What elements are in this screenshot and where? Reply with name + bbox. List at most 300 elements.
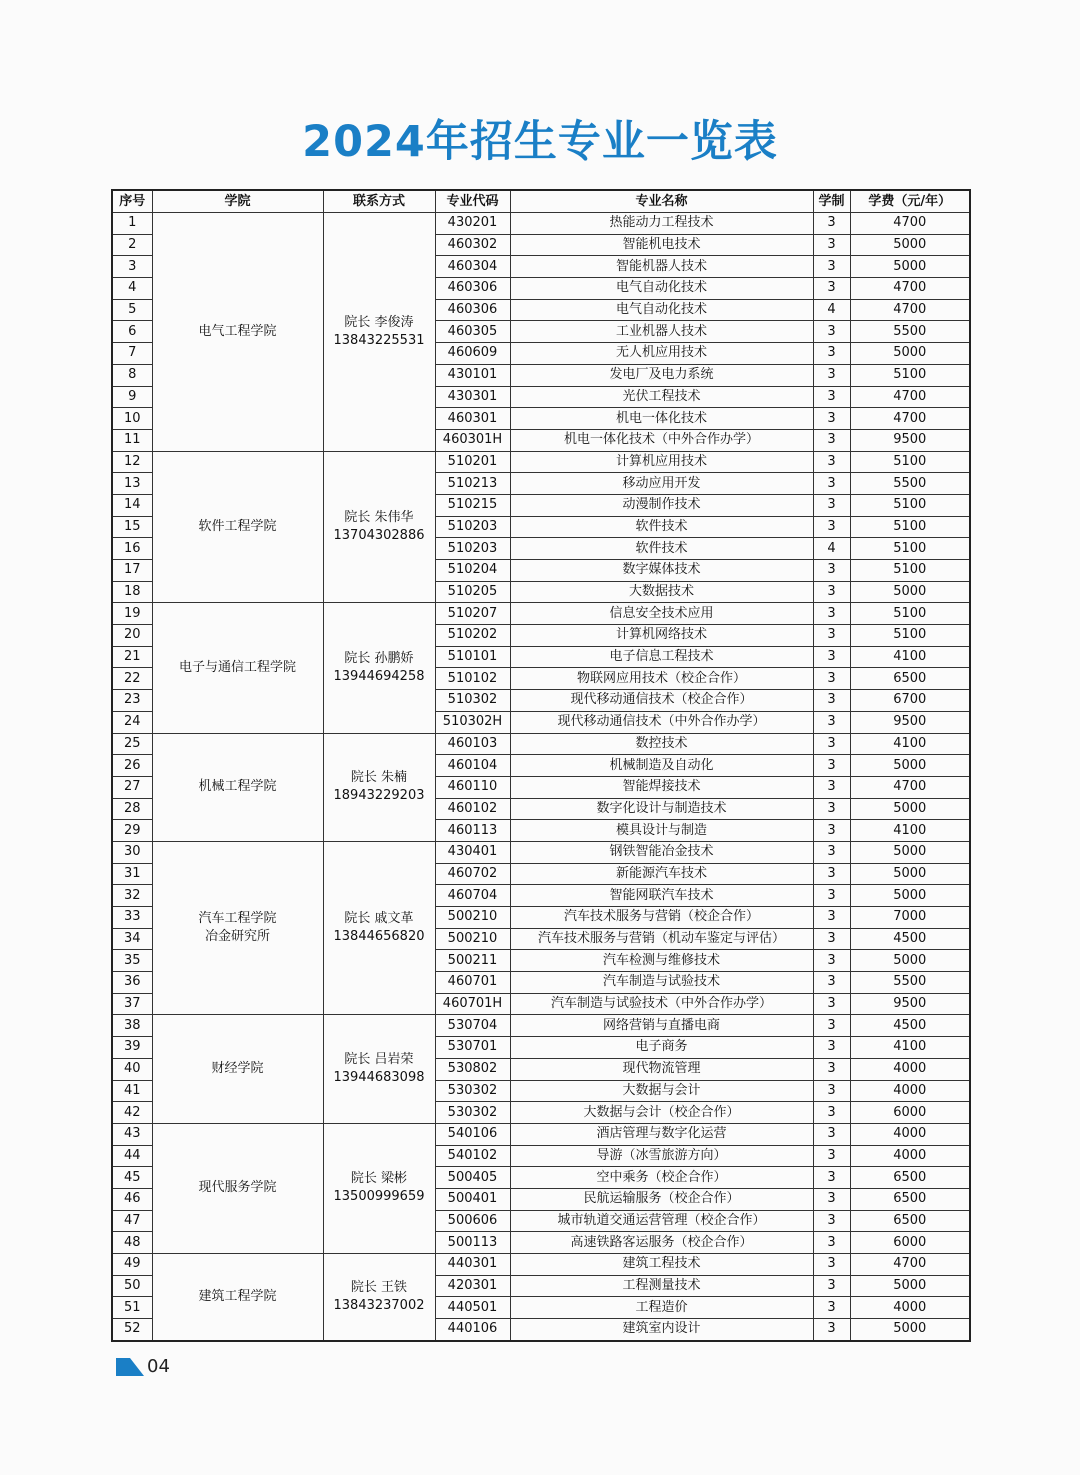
row-number-cell: 30 [112,841,152,863]
major-name-cell: 电气自动化技术 [510,299,813,321]
row-number-cell: 10 [112,408,152,430]
years-cell: 3 [813,1080,850,1102]
major-name-cell: 电气自动化技术 [510,278,813,300]
major-name-cell: 城市轨道交通运营管理（校企合作） [510,1210,813,1232]
major-name-cell: 新能源汽车技术 [510,863,813,885]
row-number-cell: 24 [112,711,152,733]
years-cell: 3 [813,560,850,582]
fee-cell: 5000 [850,343,970,365]
row-number-cell: 9 [112,386,152,408]
col-header-code: 专业代码 [435,190,510,213]
major-code-cell: 420301 [435,1275,510,1297]
fee-cell: 9500 [850,429,970,451]
fee-cell: 5500 [850,972,970,994]
major-name-cell: 动漫制作技术 [510,494,813,516]
fee-cell: 4000 [850,1123,970,1145]
row-number-cell: 33 [112,907,152,929]
row-number-cell: 6 [112,321,152,343]
college-name: 现代服务学院 [198,1180,277,1196]
contact-title: 院长 李俊涛 [344,314,414,330]
major-name-cell: 汽车制造与试验技术 [510,972,813,994]
row-number-cell: 43 [112,1123,152,1145]
row-number-cell: 23 [112,690,152,712]
contact-title: 院长 吕岩荣 [344,1052,414,1068]
contact-title: 院长 王铁 [350,1279,408,1295]
college-cell [152,1123,323,1253]
contact-phone: 13843237002 [333,1297,425,1313]
major-name-cell: 计算机网络技术 [510,625,813,647]
fee-cell: 6500 [850,668,970,690]
contact-cell [323,451,435,603]
row-number-cell: 37 [112,993,152,1015]
row-number-cell: 14 [112,494,152,516]
table-row [112,1123,970,1145]
years-cell: 3 [813,820,850,842]
row-number-cell: 2 [112,234,152,256]
major-code-cell: 500113 [435,1232,510,1254]
years-cell: 3 [813,603,850,625]
major-name-cell: 民航运输服务（校企合作） [510,1188,813,1210]
fee-cell: 5100 [850,494,970,516]
row-number-cell: 8 [112,364,152,386]
years-cell: 3 [813,278,850,300]
contact-title: 院长 朱伟华 [344,509,414,525]
years-cell: 3 [813,1297,850,1319]
table-header-row [112,190,970,213]
major-code-cell: 440301 [435,1254,510,1276]
major-name-cell: 智能焊接技术 [510,776,813,798]
years-cell: 3 [813,690,850,712]
major-name-cell: 汽车制造与试验技术（中外合作办学） [510,993,813,1015]
major-code-cell: 430401 [435,841,510,863]
row-number-cell: 13 [112,473,152,495]
row-number-cell: 18 [112,581,152,603]
row-number-cell: 35 [112,950,152,972]
fee-cell: 6000 [850,1232,970,1254]
major-code-cell: 460701 [435,972,510,994]
major-name-cell: 建筑室内设计 [510,1319,813,1341]
row-number-cell: 34 [112,928,152,950]
row-number-cell: 40 [112,1058,152,1080]
major-name-cell: 大数据与会计 [510,1080,813,1102]
major-name-cell: 信息安全技术应用 [510,603,813,625]
years-cell: 3 [813,1167,850,1189]
row-number-cell: 47 [112,1210,152,1232]
years-cell: 3 [813,321,850,343]
major-name-cell: 数控技术 [510,733,813,755]
contact-title: 院长 孙鹏娇 [344,650,414,666]
page-title: 2024年招生专业一览表 [302,117,778,167]
fee-cell: 7000 [850,907,970,929]
major-name-cell: 模具设计与制造 [510,820,813,842]
page-corner-mark [116,1358,144,1376]
major-code-cell: 510203 [435,516,510,538]
row-number-cell: 21 [112,646,152,668]
row-number-cell: 36 [112,972,152,994]
fee-cell: 4700 [850,776,970,798]
fee-cell: 4100 [850,733,970,755]
years-cell: 3 [813,343,850,365]
years-cell: 3 [813,625,850,647]
row-number-cell: 29 [112,820,152,842]
major-code-cell: 460306 [435,299,510,321]
major-name-cell: 大数据技术 [510,581,813,603]
years-cell: 3 [813,451,850,473]
fee-cell: 9500 [850,993,970,1015]
major-code-cell: 460702 [435,863,510,885]
years-cell: 3 [813,1232,850,1254]
major-code-cell: 460305 [435,321,510,343]
fee-cell: 5000 [850,863,970,885]
major-name-cell: 现代物流管理 [510,1058,813,1080]
major-name-cell: 工程造价 [510,1297,813,1319]
fee-cell: 4000 [850,1297,970,1319]
fee-cell: 5500 [850,321,970,343]
years-cell: 3 [813,885,850,907]
years-cell: 3 [813,907,850,929]
major-name-cell: 导游（冰雪旅游方向） [510,1145,813,1167]
contact-phone: 13500999659 [333,1189,425,1205]
major-code-cell: 510101 [435,646,510,668]
years-cell: 3 [813,516,850,538]
college-cell [152,841,323,1015]
major-name-cell: 数字媒体技术 [510,560,813,582]
fee-cell: 5000 [850,256,970,278]
contact-cell [323,841,435,1015]
years-cell: 3 [813,1188,850,1210]
major-code-cell: 460104 [435,755,510,777]
row-number-cell: 20 [112,625,152,647]
major-code-cell: 430201 [435,213,510,235]
years-cell: 3 [813,408,850,430]
fee-cell: 6700 [850,690,970,712]
contact-cell [323,603,435,733]
years-cell: 3 [813,256,850,278]
years-cell: 3 [813,863,850,885]
major-code-cell: 540106 [435,1123,510,1145]
col-header-major: 专业名称 [510,190,813,213]
years-cell: 3 [813,798,850,820]
years-cell: 3 [813,1058,850,1080]
major-name-cell: 电子信息工程技术 [510,646,813,668]
years-cell: 3 [813,1102,850,1124]
college-cell [152,733,323,841]
years-cell: 3 [813,1319,850,1341]
college-name: 软件工程学院 [198,518,277,534]
row-number-cell: 5 [112,299,152,321]
major-name-cell: 工程测量技术 [510,1275,813,1297]
major-code-cell: 460103 [435,733,510,755]
major-name-cell: 大数据与会计（校企合作） [510,1102,813,1124]
major-name-cell: 汽车检测与维修技术 [510,950,813,972]
enrollment-table [111,189,971,1342]
major-code-cell: 510204 [435,560,510,582]
col-header-contact: 联系方式 [323,190,435,213]
row-number-cell: 27 [112,776,152,798]
major-code-cell: 530302 [435,1102,510,1124]
fee-cell: 5100 [850,451,970,473]
table-body [112,213,970,1341]
years-cell: 3 [813,1015,850,1037]
row-number-cell: 15 [112,516,152,538]
major-code-cell: 460701H [435,993,510,1015]
table-row [112,1015,970,1037]
row-number-cell: 51 [112,1297,152,1319]
fee-cell: 4000 [850,1145,970,1167]
college-name: 机械工程学院 [198,779,277,795]
years-cell: 3 [813,668,850,690]
years-cell: 3 [813,234,850,256]
row-number-cell: 28 [112,798,152,820]
major-name-cell: 钢铁智能冶金技术 [510,841,813,863]
col-header-years: 学制 [813,190,850,213]
years-cell: 3 [813,429,850,451]
row-number-cell: 50 [112,1275,152,1297]
table-row [112,603,970,625]
major-name-cell: 智能网联汽车技术 [510,885,813,907]
years-cell: 4 [813,538,850,560]
col-header-no: 序号 [112,190,152,213]
years-cell: 3 [813,646,850,668]
row-number-cell: 17 [112,560,152,582]
major-code-cell: 510202 [435,625,510,647]
major-name-cell: 计算机应用技术 [510,451,813,473]
row-number-cell: 1 [112,213,152,235]
major-code-cell: 510207 [435,603,510,625]
major-code-cell: 460102 [435,798,510,820]
years-cell: 3 [813,364,850,386]
college-cell [152,1254,323,1341]
major-name-cell: 数字化设计与制造技术 [510,798,813,820]
major-code-cell: 460301H [435,429,510,451]
fee-cell: 5100 [850,538,970,560]
major-code-cell: 430301 [435,386,510,408]
table-row [112,451,970,473]
fee-cell: 5000 [850,885,970,907]
fee-cell: 4500 [850,1015,970,1037]
row-number-cell: 19 [112,603,152,625]
row-number-cell: 16 [112,538,152,560]
contact-cell [323,213,435,452]
fee-cell: 4000 [850,1080,970,1102]
row-number-cell: 31 [112,863,152,885]
row-number-cell: 41 [112,1080,152,1102]
fee-cell: 6500 [850,1188,970,1210]
years-cell: 3 [813,386,850,408]
major-code-cell: 430101 [435,364,510,386]
contact-phone: 13704302886 [333,527,425,543]
years-cell: 4 [813,299,850,321]
contact-phone: 13844656820 [333,929,425,945]
major-name-cell: 软件技术 [510,516,813,538]
row-number-cell: 22 [112,668,152,690]
major-name-cell: 现代移动通信技术（校企合作） [510,690,813,712]
contact-cell [323,733,435,841]
fee-cell: 4100 [850,820,970,842]
major-name-cell: 建筑工程技术 [510,1254,813,1276]
major-name-cell: 无人机应用技术 [510,343,813,365]
fee-cell: 4700 [850,213,970,235]
major-name-cell: 汽车技术服务与营销（校企合作） [510,907,813,929]
fee-cell: 5000 [850,1275,970,1297]
fee-cell: 5000 [850,1319,970,1341]
table-row [112,1254,970,1276]
major-name-cell: 机电一体化技术（中外合作办学） [510,429,813,451]
contact-phone: 13944694258 [333,668,425,684]
major-code-cell: 510102 [435,668,510,690]
row-number-cell: 7 [112,343,152,365]
major-code-cell: 460704 [435,885,510,907]
fee-cell: 5100 [850,560,970,582]
years-cell: 3 [813,494,850,516]
major-code-cell: 460609 [435,343,510,365]
major-name-cell: 机电一体化技术 [510,408,813,430]
years-cell: 3 [813,581,850,603]
major-name-cell: 智能机器人技术 [510,256,813,278]
major-name-cell: 电子商务 [510,1037,813,1059]
college-name: 财经学院 [211,1061,264,1077]
contact-phone: 18943229203 [333,788,425,804]
major-code-cell: 460113 [435,820,510,842]
col-header-fee: 学费（元/年） [850,190,970,213]
contact-title: 院长 梁彬 [350,1171,408,1187]
major-code-cell: 460110 [435,776,510,798]
college-name: 汽车工程学院 [198,911,277,927]
fee-cell: 5100 [850,625,970,647]
years-cell: 3 [813,733,850,755]
major-code-cell: 500606 [435,1210,510,1232]
row-number-cell: 48 [112,1232,152,1254]
years-cell: 3 [813,1275,850,1297]
contact-title: 院长 戚文革 [344,911,414,927]
fee-cell: 6500 [850,1210,970,1232]
college-name: 电子与通信工程学院 [178,659,296,675]
years-cell: 3 [813,993,850,1015]
contact-cell [323,1015,435,1123]
college-name: 电气工程学院 [198,323,277,339]
row-number-cell: 46 [112,1188,152,1210]
major-code-cell: 460301 [435,408,510,430]
years-cell: 3 [813,841,850,863]
major-code-cell: 500210 [435,907,510,929]
years-cell: 3 [813,950,850,972]
fee-cell: 5000 [850,798,970,820]
fee-cell: 5000 [850,581,970,603]
contact-phone: 13944683098 [333,1070,425,1086]
row-number-cell: 11 [112,429,152,451]
years-cell: 3 [813,1145,850,1167]
years-cell: 3 [813,473,850,495]
fee-cell: 4700 [850,408,970,430]
major-code-cell: 530802 [435,1058,510,1080]
contact-phone: 13843225531 [333,332,425,348]
fee-cell: 5500 [850,473,970,495]
major-name-cell: 物联网应用技术（校企合作） [510,668,813,690]
major-code-cell: 510213 [435,473,510,495]
major-code-cell: 510302 [435,690,510,712]
years-cell: 3 [813,1037,850,1059]
major-name-cell: 发电厂及电力系统 [510,364,813,386]
major-code-cell: 510201 [435,451,510,473]
major-code-cell: 500401 [435,1188,510,1210]
college-cell [152,451,323,603]
fee-cell: 6000 [850,1102,970,1124]
fee-cell: 9500 [850,711,970,733]
years-cell: 3 [813,1254,850,1276]
major-code-cell: 510302H [435,711,510,733]
fee-cell: 4700 [850,278,970,300]
major-name-cell: 机械制造及自动化 [510,755,813,777]
fee-cell: 5100 [850,516,970,538]
major-code-cell: 510215 [435,494,510,516]
major-code-cell: 460302 [435,234,510,256]
college-name: 冶金研究所 [204,929,270,945]
row-number-cell: 38 [112,1015,152,1037]
fee-cell: 4700 [850,1254,970,1276]
fee-cell: 5000 [850,755,970,777]
fee-cell: 5000 [850,950,970,972]
row-number-cell: 45 [112,1167,152,1189]
college-cell [152,1015,323,1123]
years-cell: 3 [813,972,850,994]
fee-cell: 4100 [850,646,970,668]
major-code-cell: 440106 [435,1319,510,1341]
fee-cell: 4000 [850,1058,970,1080]
fee-cell: 4700 [850,386,970,408]
major-code-cell: 440501 [435,1297,510,1319]
years-cell: 3 [813,1210,850,1232]
major-code-cell: 510203 [435,538,510,560]
college-name: 建筑工程学院 [198,1288,277,1304]
contact-cell [323,1123,435,1253]
row-number-cell: 12 [112,451,152,473]
row-number-cell: 3 [112,256,152,278]
major-code-cell: 500211 [435,950,510,972]
row-number-cell: 4 [112,278,152,300]
row-number-cell: 44 [112,1145,152,1167]
fee-cell: 6500 [850,1167,970,1189]
college-cell [152,213,323,452]
row-number-cell: 49 [112,1254,152,1276]
years-cell: 3 [813,755,850,777]
years-cell: 3 [813,711,850,733]
table-row [112,841,970,863]
years-cell: 3 [813,213,850,235]
fee-cell: 5100 [850,364,970,386]
contact-title: 院长 朱楠 [350,770,408,786]
years-cell: 3 [813,776,850,798]
major-code-cell: 460306 [435,278,510,300]
row-number-cell: 25 [112,733,152,755]
fee-cell: 5000 [850,841,970,863]
major-code-cell: 500405 [435,1167,510,1189]
row-number-cell: 39 [112,1037,152,1059]
major-code-cell: 500210 [435,928,510,950]
major-name-cell: 智能机电技术 [510,234,813,256]
page-number: 04 [147,1356,170,1377]
major-name-cell: 工业机器人技术 [510,321,813,343]
major-code-cell: 530302 [435,1080,510,1102]
contact-cell [323,1254,435,1341]
row-number-cell: 42 [112,1102,152,1124]
major-name-cell: 热能动力工程技术 [510,213,813,235]
major-name-cell: 高速铁路客运服务（校企合作） [510,1232,813,1254]
major-name-cell: 网络营销与直播电商 [510,1015,813,1037]
major-name-cell: 空中乘务（校企合作） [510,1167,813,1189]
major-name-cell: 移动应用开发 [510,473,813,495]
table-row [112,213,970,235]
row-number-cell: 52 [112,1319,152,1341]
